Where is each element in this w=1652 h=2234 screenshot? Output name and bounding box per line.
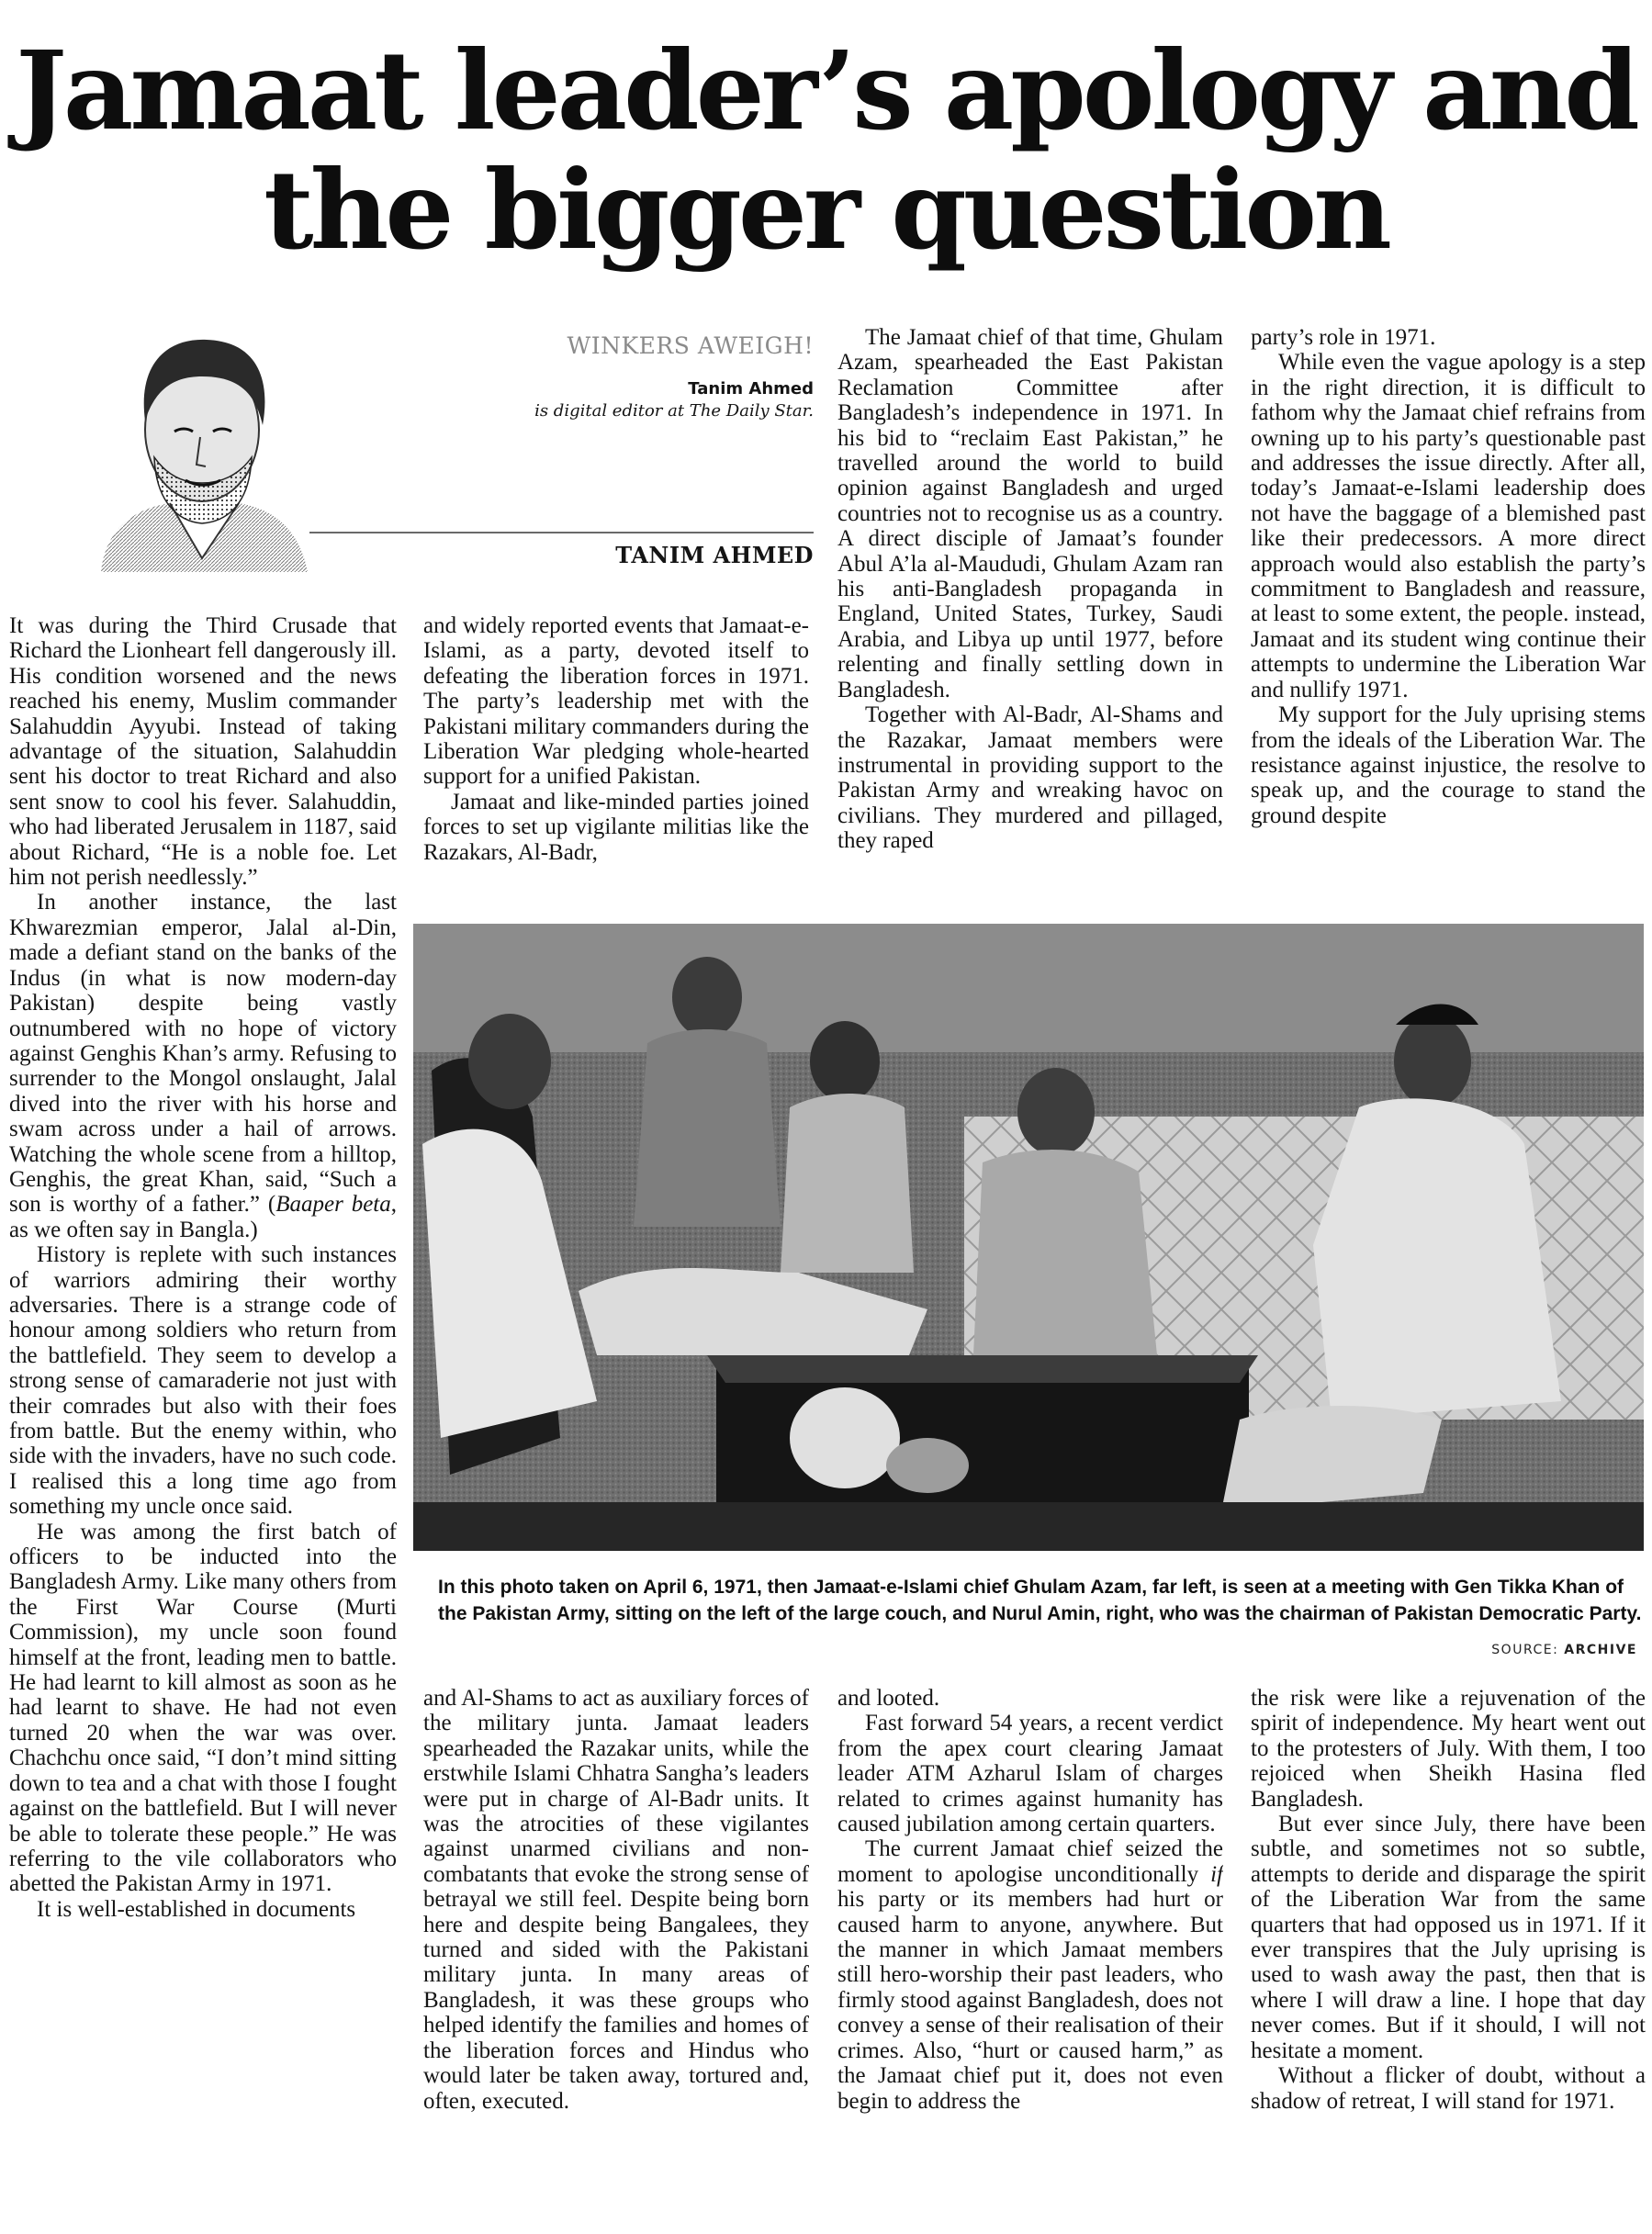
headline <box>0 27 1652 297</box>
article-column-3-bottom <box>837 1686 1223 2214</box>
article-column-2-bottom <box>423 1686 809 2214</box>
paragraph: Jamaat and like-minded parties joined forces to set up vigilante militias like the Razakars, Al-Badr, <box>423 789 809 865</box>
paragraph: and Al-Shams to act as auxiliary forces of the military junta. Jamaat leaders spearheaded the Razakar units, while the erstwhile Islami Chhatra Sangha’s leaders were put in charge of Al-Badr units. It was the atrocities of these vigilantes against unarmed civilians and non-combatants that evoke the strong sense of betrayal we still feel. Despite being born here and despite being Bangalees, they turned and sided with the Pakistani military junta. In many areas of Bangladesh, it was these groups who helped identify the families and homes of the liberation forces and Hindus who would later be taken away, tortured and, often, executed. <box>423 1686 809 2114</box>
article-column-4-bottom <box>1251 1686 1646 2214</box>
author-portrait <box>83 329 321 572</box>
author-info <box>263 378 814 422</box>
article-column-4-top <box>1251 325 1646 908</box>
paragraph: In another instance, the last Khwarezmian emperor, Jalal al-Din, made a defiant stand on the banks of the Indus (in what is now modern-day Pakistan) despite being vastly outnumbered with no hope of victory against Genghis Khan’s army. Refusing to surrender to the Mongol onslaught, Jalal dived into the river with his horse and swam across under a hail of arrows. Watching the whole scene from a hilltop, Genghis, the great Khan, said, “Such a son is worthy of a father.” (Baaper beta, as we often say in Bangla.) <box>9 890 397 1242</box>
paragraph: It was during the Third Crusade that Richard the Lionheart fell dangerously ill. His condition worsened and the news reached his enemy, Muslim commander Salahuddin Ayyubi. Instead of taking advantage of the situation, Salahuddin sent his doctor to treat Richard and also sent snow to cool his fever. Salahuddin, who had liberated Jerusalem in 1187, said about Richard, “He is a noble foe. Let him not perish needlessly.” <box>9 613 397 891</box>
paragraph: Together with Al-Badr, Al-Shams and the Razakar, Jamaat members were instrumental in providing support to the Pakistan Army and wreaking havoc on civilians. They murdered and pillaged, they raped <box>837 702 1223 854</box>
article-column-2-top <box>423 613 809 898</box>
paragraph: and looted. <box>837 1686 940 1711</box>
paragraph: and widely reported events that Jamaat-e-Islami, as a party, devoted itself to defeating the liberation forces in 1971. The party’s leadership met with the Pakistani military commanders during the Liberation War pledging whole-hearted support for a unified Pakistan. <box>423 613 809 790</box>
paragraph: The Jamaat chief of that time, Ghulam Azam, spearheaded the East Pakistan Reclamation Committee after Bangladesh’s independence in 1971. In his bid to “reclaim East Pakistan,” he travelled around the world to build opinion against Bangladesh and urged countries not to recognise us as a country. A direct disciple of Jamaat’s founder Abul A’la al-Maududi, Ghulam Azam ran his anti-Bangladesh propaganda in England, United States, Turkey, Saudi Arabia, and Libya up until 1977, before relenting and finally settling down in Bangladesh. <box>837 325 1223 702</box>
paragraph: It is well-established in documents <box>37 1896 356 1922</box>
paragraph: the risk were like a rejuvenation of the spirit of independence. My heart went out to the protesters of July. With them, I too rejoiced when Sheikh Hasina fled Bangladesh. <box>1251 1686 1646 1812</box>
photo-caption: In this photo taken on April 6, 1971, then Jamaat-e-Islami chief Ghulam Azam, far left, is seen at a meeting with Gen Tikka Khan of the Pakistan Army, sitting on the left of the large couch, and Nurul Amin, right, who was the chairman of Pakistan Democratic Party. <box>438 1577 1642 1624</box>
paragraph: My support for the July uprising stems from the ideals of the Liberation War. The resistance against injustice, the resolve to speak up, and the courage to stand the ground despite <box>1251 702 1646 828</box>
author-name: Tanim Ahmed <box>688 379 814 399</box>
paragraph: party’s role in 1971. <box>1251 325 1436 350</box>
paragraph: Without a flicker of doubt, without a shadow of retreat, I will stand for 1971. <box>1251 2063 1646 2114</box>
author-description: is digital editor at The Daily Star. <box>534 401 814 421</box>
byline: TANIM AHMED <box>615 542 814 568</box>
article-column-3-top <box>837 325 1223 908</box>
paragraph: He was among the first batch of officers to be inducted into the Bangladesh Army. Like many others from the First War Course (Murti Commission), my uncle soon found himself at the front, leading men to battle. He had learnt to kill almost as soon as he had learnt to shave. He had not even turned 20 when the war was over. Chachchu once said, “I don’t mind sitting down to tea and a chat with those I fought against on the battlefield. But I will never be able to tolerate these people.” He was referring to the vile collaborators who abetted the Pakistan Army in 1971. <box>9 1519 397 1897</box>
headline-line-2: the bigger question <box>264 146 1388 274</box>
paragraph: While even the vague apology is a step in the right direction, it is difficult to fathom why the Jamaat chief refrains from owning up to his party’s questionable past and addresses the issue directly. After all, today’s Jamaat-e-Islami leadership does not have the baggage of a blemished past like their predecessors. A more direct approach would also establish the party’s commitment to Bangladesh and reassure, at least to some extent, the people. instead, Jamaat and its student wing continue their attempts to undermine the Liberation War and nullify 1971. <box>1251 350 1646 702</box>
byline-rule <box>309 532 814 533</box>
photo-source: SOURCE: ARCHIVE <box>1491 1643 1637 1657</box>
article-column-1 <box>9 613 397 2206</box>
paragraph: But ever since July, there have been subtle, and sometimes not so subtle, attempts to deride and disparage the spirit of the Liberation War from the same quarters that had opposed us in 1971. If it ever transpires that the July uprising is used to wash away the past, then that is where I will draw a line. I hope that day never comes. But if it should, I will not hesitate a moment. <box>1251 1812 1646 2063</box>
paragraph: Fast forward 54 years, a recent verdict from the apex court clearing Jamaat leader ATM Azharul Islam of charges related to crimes against humanity has caused jubilation among certain quarters. <box>837 1711 1223 1837</box>
column-kicker: WINKERS AWEIGH! <box>567 332 814 359</box>
archive-photo <box>413 924 1644 1551</box>
paragraph: History is replete with such instances of warriors admiring their worthy adversaries. There is a strange code of honour among soldiers who return from the battlefield. They seem to develop a strong sense of camaraderie not just with their comrades but also with their foes from battle. But the enemy within, who side with the invaders, have no such code. I realised this a long time ago from something my uncle once said. <box>9 1242 397 1520</box>
paragraph: The current Jamaat chief seized the moment to apologise unconditionally if his party or its members had hurt or caused harm to anyone, anywhere. But the manner in which Jamaat members still hero-worship their past leaders, who firmly stood against Bangladesh, does not convey a sense of their realisation of their crimes. Also, “hurt or caused harm,” as the Jamaat chief put it, does not even begin to address the <box>837 1836 1223 2114</box>
headline-line-1: Jamaat leader’s apology and <box>16 27 1636 154</box>
